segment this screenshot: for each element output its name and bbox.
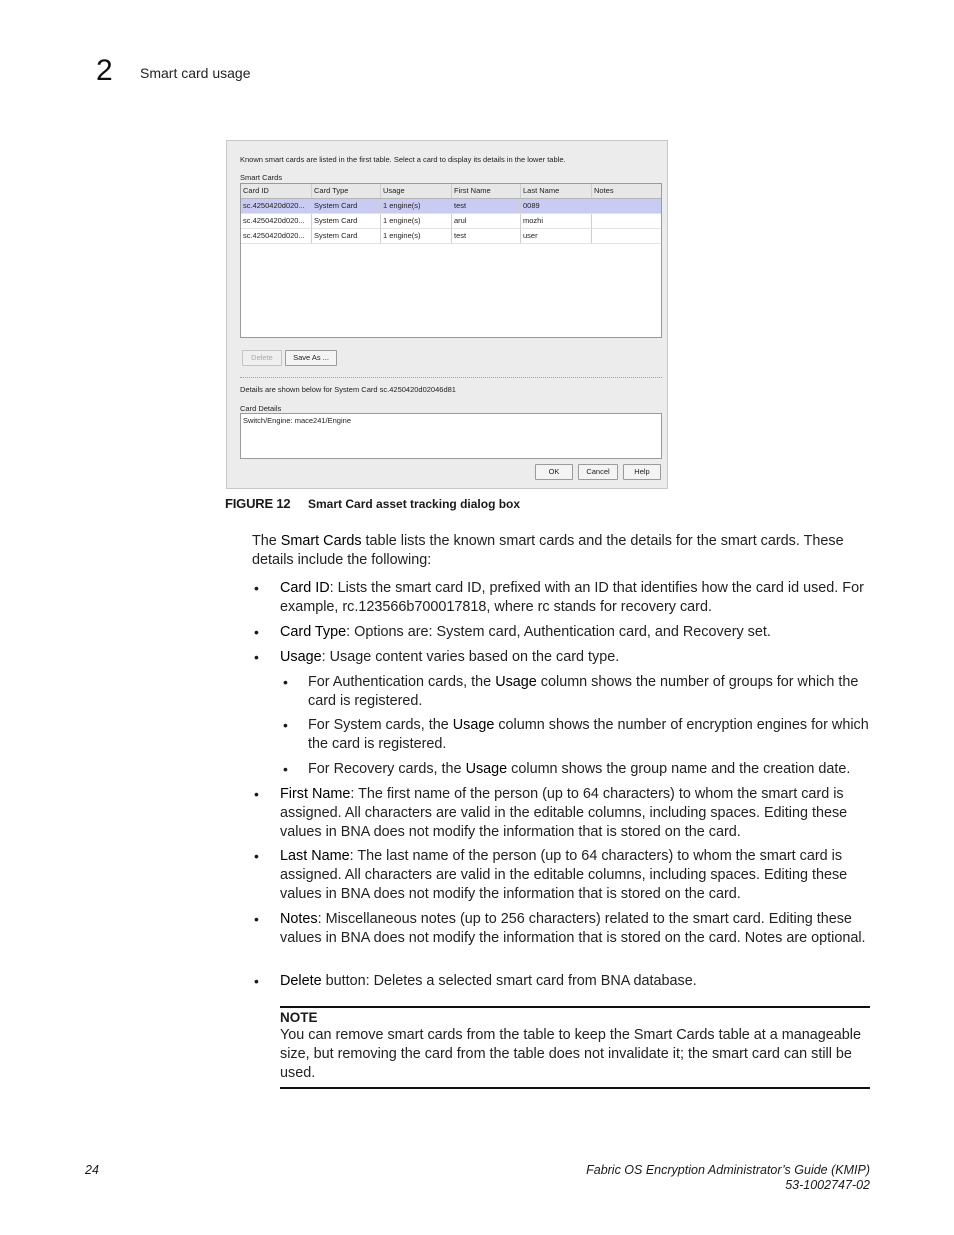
sub-bullet-recovery [308, 760, 872, 779]
figure-caption: Smart Card asset tracking dialog box [308, 497, 521, 511]
cell-card-type: System Card [312, 214, 381, 228]
bullet-dot: • [254, 786, 259, 802]
bullet-term: Card ID [280, 580, 330, 596]
bullet-notes [280, 910, 872, 948]
cell-card-type: System Card [312, 229, 381, 243]
bullet-delete [280, 972, 872, 991]
chapter-number: 2 [96, 54, 113, 87]
smart-card-dialog [226, 140, 668, 489]
intro-paragraph [252, 532, 872, 570]
cell-notes[interactable] [592, 214, 661, 228]
chapter-title: Smart card usage [140, 65, 251, 81]
bullet-card-type [280, 623, 872, 642]
footer-doc-info [586, 1163, 870, 1193]
column-header-notes[interactable]: Notes [594, 186, 614, 195]
page-number: 24 [85, 1163, 99, 1177]
table-header-row [241, 184, 661, 199]
divider [240, 377, 662, 378]
doc-number: 53-1002747-02 [785, 1178, 870, 1192]
smart-cards-label: Smart Cards [240, 173, 283, 182]
figure-label: FIGURE 12 [225, 496, 291, 511]
intro-term: Smart Cards [280, 533, 362, 549]
intro-pre: The [252, 533, 281, 549]
table-row[interactable] [241, 199, 661, 214]
card-details-label: Card Details [240, 404, 282, 413]
cell-last-name[interactable]: user [521, 229, 592, 243]
sub-bullet-pre: For Authentication cards, the [308, 674, 496, 690]
cell-last-name[interactable]: mozhi [521, 214, 592, 228]
sub-bullet-dot: • [283, 717, 288, 733]
card-details-value: Switch/Engine: mace241/Engine [243, 416, 351, 425]
bullet-dot: • [254, 649, 259, 665]
sub-bullet-post: column shows the group name and the creation date. [507, 761, 851, 777]
cancel-button[interactable]: Cancel [578, 464, 618, 480]
ok-button[interactable]: OK [535, 464, 573, 480]
bullet-term: First Name [280, 786, 351, 802]
table-row[interactable] [241, 214, 661, 229]
intro-post: table lists the known smart cards and the details for the smart cards. These details include the following: [252, 533, 844, 568]
cell-last-name[interactable]: 0089 [521, 199, 592, 213]
bullet-term: Usage [280, 649, 322, 665]
bullet-card-id [280, 579, 872, 617]
sub-bullet-post: column shows the number of encryption engines for which the card is registered. [308, 717, 869, 752]
bullet-term: Notes [280, 911, 318, 927]
cell-card-type: System Card [312, 199, 381, 213]
cell-notes[interactable] [592, 229, 661, 243]
bullet-term: Last Name [280, 848, 350, 864]
bullet-text: : Lists the smart card ID, prefixed with an ID that identifies how the card id used. For example, rc.123566b700017818, where rc stands for recovery card. [280, 580, 864, 615]
bullet-term: Card Type [280, 624, 347, 640]
smart-cards-table[interactable] [240, 183, 662, 338]
note-top-rule [280, 1006, 870, 1008]
cell-card-id: sc.4250420d020... [241, 229, 312, 243]
card-details-table[interactable] [240, 413, 662, 459]
cell-card-id: sc.4250420d020... [241, 214, 312, 228]
sub-bullet-term: Usage [495, 674, 537, 690]
bullet-last-name [280, 847, 872, 904]
doc-title: Fabric OS Encryption Administrator’s Guide (KMIP) [586, 1163, 870, 1177]
bullet-dot: • [254, 580, 259, 596]
cell-card-id: sc.4250420d020... [241, 199, 312, 213]
bullet-usage [280, 648, 872, 667]
cell-first-name[interactable]: test [452, 199, 521, 213]
bullet-dot: • [254, 624, 259, 640]
bullet-text: : The first name of the person (up to 64 characters) to whom the smart card is assigned. All characters are valid in the editable columns, including spaces. Editing these values in BNA does not modify the information that is stored on the card. [280, 786, 848, 840]
column-header-card-id[interactable]: Card ID [241, 184, 312, 198]
sub-bullet-term: Usage [465, 761, 508, 777]
column-header-last-name[interactable]: Last Name [521, 184, 592, 198]
bullet-first-name [280, 785, 872, 842]
note-bottom-rule [280, 1087, 870, 1089]
dialog-intro: Known smart cards are listed in the first table. Select a card to display its details in the lower table. [240, 155, 566, 164]
cell-usage: 1 engine(s) [381, 214, 452, 228]
bullet-dot: • [254, 911, 259, 927]
cell-notes[interactable] [592, 199, 661, 213]
note-title: NOTE [280, 1010, 318, 1025]
bullet-text: button: Deletes a selected smart card from BNA database. [321, 973, 697, 989]
cell-usage: 1 engine(s) [381, 199, 452, 213]
column-header-usage[interactable]: Usage [381, 184, 452, 198]
help-button[interactable]: Help [623, 464, 661, 480]
bullet-text: : Usage content varies based on the card type. [321, 649, 620, 665]
sub-bullet-pre: For Recovery cards, the [308, 761, 466, 777]
cell-first-name[interactable]: arul [452, 214, 521, 228]
sub-bullet-post: column shows the number of groups for which the card is registered. [308, 674, 859, 709]
bullet-text: : The last name of the person (up to 64 characters) to whom the smart card is assigned. All characters are valid in the editable columns, including spaces. Editing these values in BNA does not modify the information that is stored on the card. [280, 848, 848, 902]
delete-button[interactable]: Delete [242, 350, 282, 366]
cell-usage: 1 engine(s) [381, 229, 452, 243]
column-header-card-type[interactable]: Card Type [312, 184, 381, 198]
cell-first-name[interactable]: test [452, 229, 521, 243]
details-intro: Details are shown below for System Card sc.4250420d02046d81 [240, 385, 456, 394]
sub-bullet-pre: For System cards, the [308, 717, 453, 733]
sub-bullet-dot: • [283, 761, 288, 777]
bullet-dot: • [254, 973, 259, 989]
bullet-term: Delete [280, 973, 322, 989]
bullet-dot: • [254, 848, 259, 864]
sub-bullet-dot: • [283, 674, 288, 690]
table-row[interactable] [241, 229, 661, 244]
bullet-text: : Miscellaneous notes (up to 256 characters) related to the smart card. Editing these values in BNA does not modify the information that is stored on the card. Notes are optional. [280, 911, 866, 946]
column-header-first-name[interactable]: First Name [452, 184, 521, 198]
bullet-text: : Options are: System card, Authentication card, and Recovery set. [346, 624, 771, 640]
sub-bullet-term: Usage [452, 717, 495, 733]
sub-bullet-authentication [308, 673, 872, 711]
save-as-button[interactable]: Save As ... [285, 350, 337, 366]
sub-bullet-system [308, 716, 872, 754]
note-text: You can remove smart cards from the table to keep the Smart Cards table at a manageable size, but removing the card from the table does not invalidate it; the smart card can still be used. [280, 1027, 862, 1081]
